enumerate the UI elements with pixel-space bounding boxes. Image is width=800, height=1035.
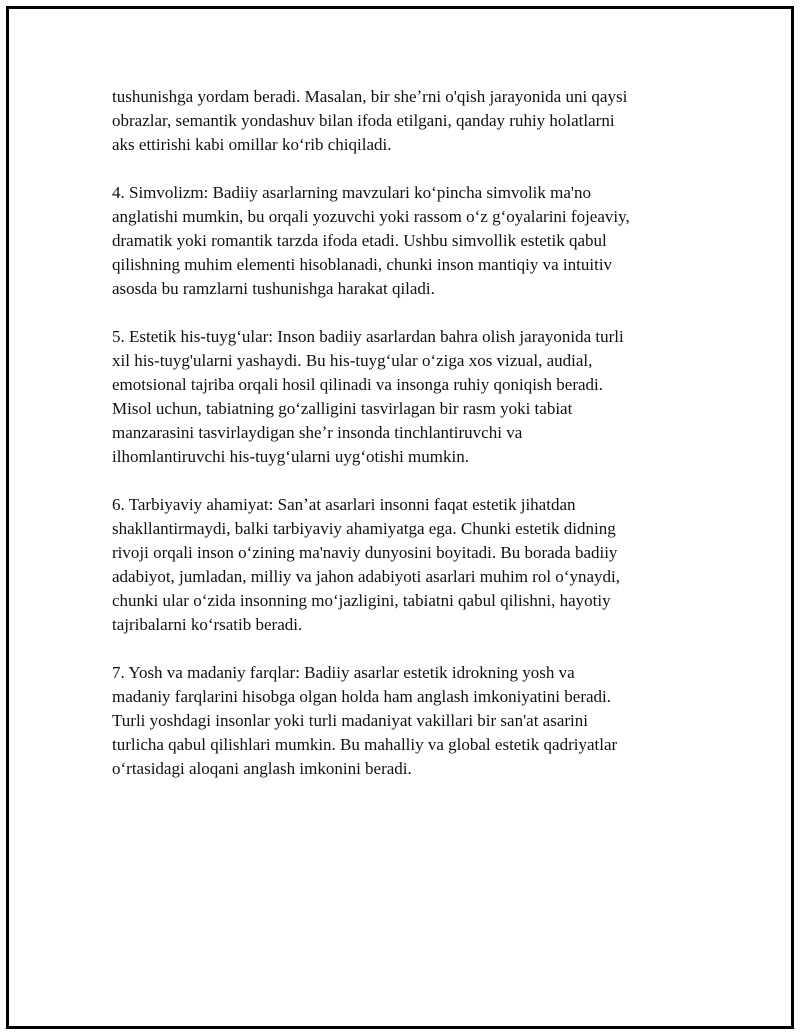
text-line: shakllantirmaydi, balki tarbiyaviy ahamiyatga ega. Chunki estetik didning [112,519,616,538]
text-line: Misol uchun, tabiatning goʻzalligini tasvirlagan bir rasm yoki tabiat [112,399,573,418]
text-line: turlicha qabul qilishlari mumkin. Bu mahalliy va global estetik qadriyatlar [112,735,618,754]
document-body [112,85,712,805]
text-line: emotsional tajriba orqali hosil qilinadi va insonga ruhiy qoniqish beradi. [112,375,604,394]
text-line: xil his-tuyg'ularni yashaydi. Bu his-tuygʻular oʻziga xos vizual, audial, [112,351,593,370]
text-line: ilhomlantiruvchi his-tuygʻularni uygʻotishi mumkin. [112,447,469,466]
text-line: 5. Estetik his-tuygʻular: Inson badiiy asarlardan bahra olish jarayonida turli [112,327,624,346]
text-line: dramatik yoki romantik tarzda ifoda etadi. Ushbu simvollik estetik qabul [112,231,607,250]
text-line: Turli yoshdagi insonlar yoki turli madaniyat vakillari bir san'at asarini [112,711,588,730]
text-line: oʻrtasidagi aloqani anglash imkonini beradi. [112,759,412,778]
text-line: aks ettirishi kabi omillar koʻrib chiqiladi. [112,135,392,154]
text-line: 7. Yosh va madaniy farqlar: Badiiy asarlar estetik idrokning yosh va [112,663,575,682]
text-line: 4. Simvolizm: Badiiy asarlarning mavzulari koʻpincha simvolik ma'no [112,183,591,202]
text-line: manzarasini tasvirlaydigan sheʼr insonda tinchlantiruvchi va [112,423,523,442]
text-line: adabiyot, jumladan, milliy va jahon adabiyoti asarlari muhim rol oʻynaydi, [112,567,620,586]
text-line: madaniy farqlarini hisobga olgan holda ham anglash imkoniyatini beradi. [112,687,612,706]
text-line: 6. Tarbiyaviy ahamiyat: Sanʼat asarlari insonni faqat estetik jihatdan [112,495,576,514]
text-line: qilishning muhim elementi hisoblanadi, chunki inson mantiqiy va intuitiv [112,255,613,274]
text-line: obrazlar, semantik yondashuv bilan ifoda etilgani, qanday ruhiy holatlarni [112,111,615,130]
paragraph-yosh-va-madaniy-farqlar [112,661,712,781]
text-line: chunki ular oʻzida insonning moʻjazligini, tabiatni qabul qilishni, hayotiy [112,591,611,610]
paragraph-simvolizm [112,181,712,301]
text-line: rivoji orqali inson oʻzining ma'naviy dunyosini boyitadi. Bu borada badiiy [112,543,618,562]
paragraph-estetik-his-tuygular [112,325,712,469]
text-line: tushunishga yordam beradi. Masalan, bir sheʼrni o'qish jarayonida uni qaysi [112,87,628,106]
text-line: asosda bu ramzlarni tushunishga harakat qiladi. [112,279,435,298]
paragraph-tarbiyaviy-ahamiyat [112,493,712,637]
paragraph-intro-continuation [112,85,712,157]
text-line: tajribalarni koʻrsatib beradi. [112,615,303,634]
text-line: anglatishi mumkin, bu orqali yozuvchi yoki rassom oʻz gʻoyalarini fojeaviy, [112,207,630,226]
